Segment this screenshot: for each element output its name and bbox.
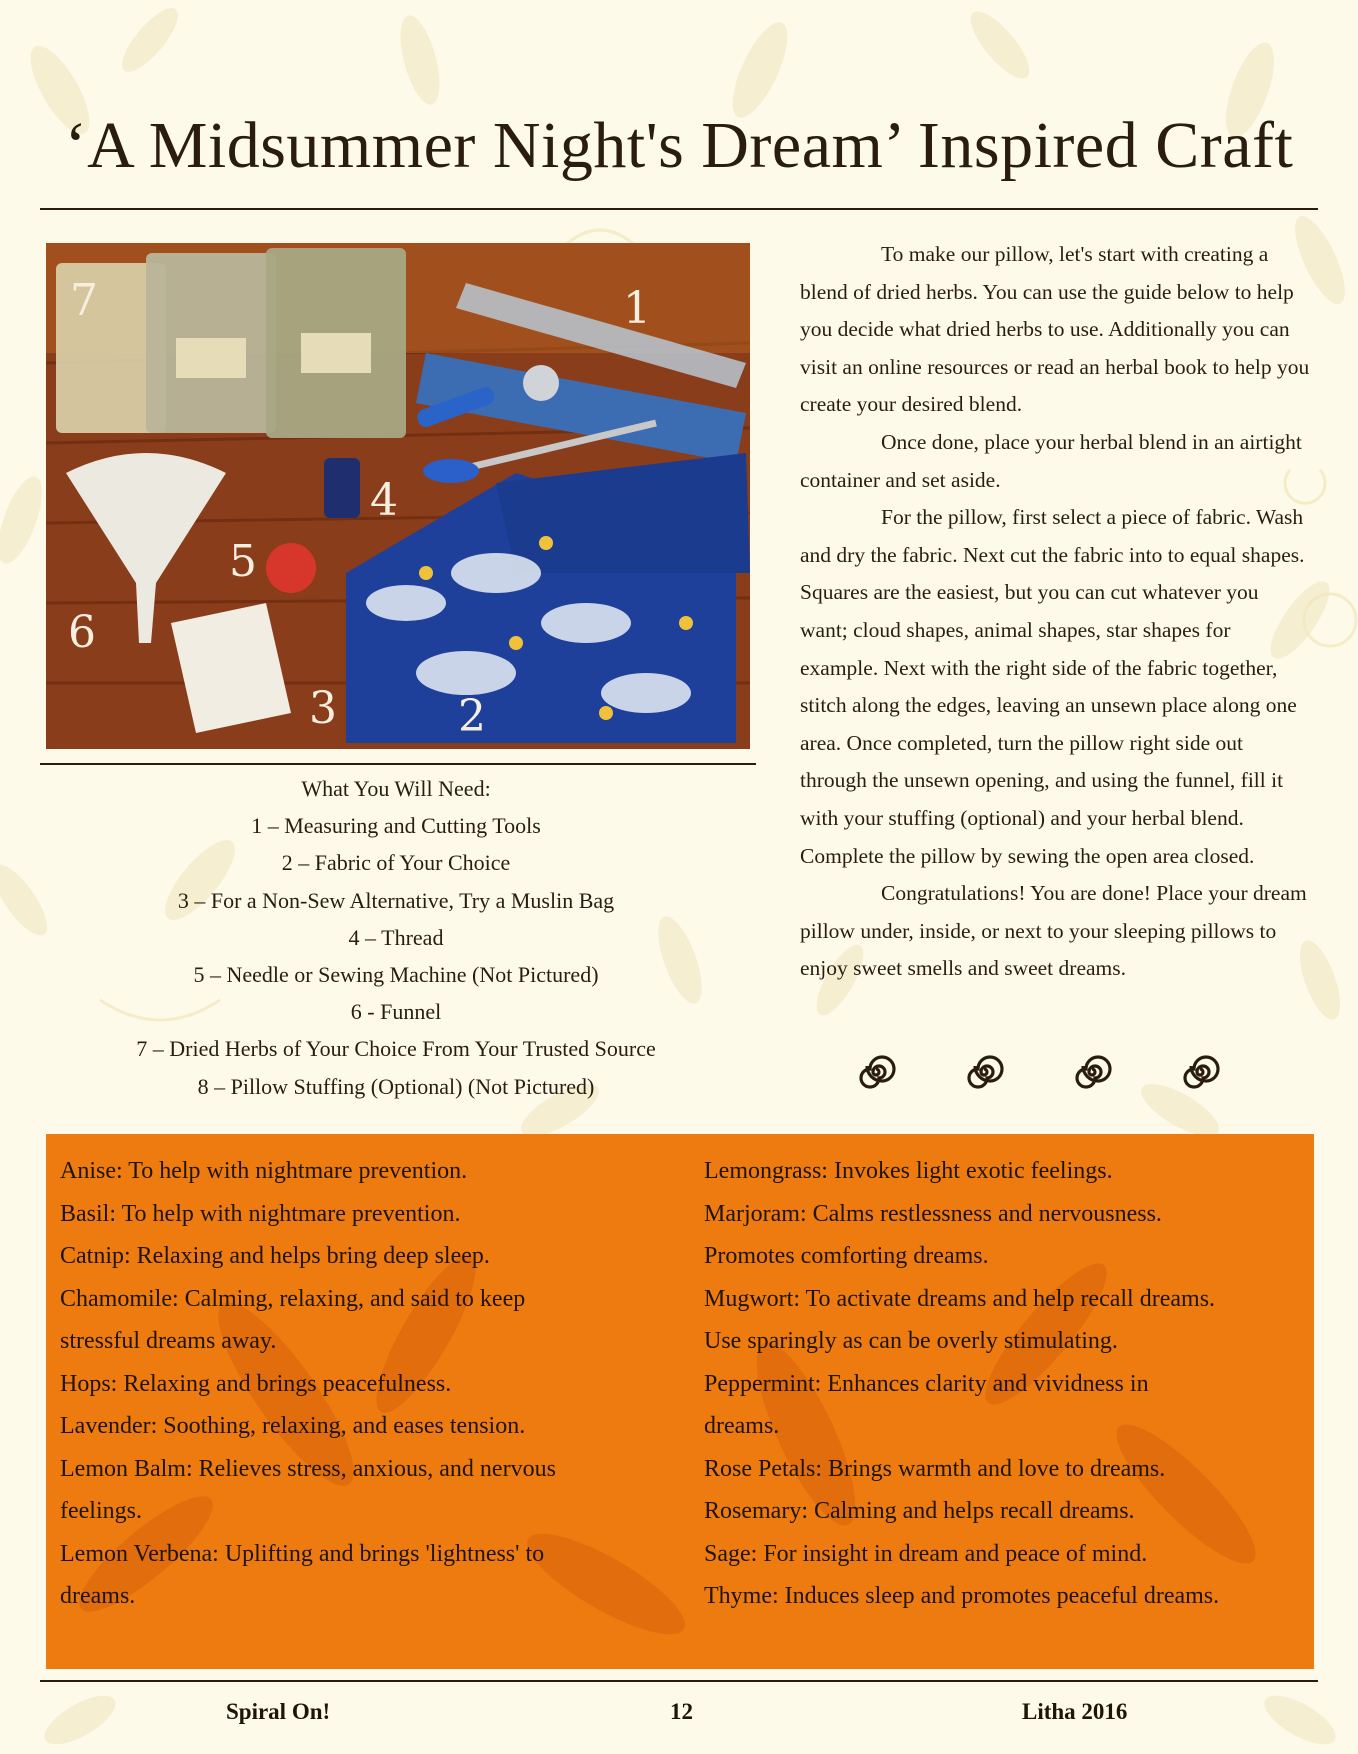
photo-label-4: 4	[370, 475, 398, 526]
supply-item: 6 - Funnel	[350, 999, 442, 1025]
supply-item: 4 – Thread	[348, 924, 444, 950]
footer-divider	[40, 1680, 1318, 1682]
spiral-icon	[1072, 1052, 1112, 1092]
supply-item: 1 – Measuring and Cutting Tools	[251, 813, 541, 839]
herb-entry: Catnip: Relaxing and helps bring deep sleep.	[60, 1243, 490, 1269]
herb-entry: Peppermint: Enhances clarity and vividness in	[704, 1370, 1149, 1397]
herb-entry: Basil: To help with nightmare prevention.	[60, 1200, 461, 1227]
herb-entry: feelings.	[60, 1498, 142, 1524]
photo-label-3: 3	[309, 683, 337, 734]
supply-item: 8 – Pillow Stuffing (Optional) (Not Pictured)	[197, 1073, 595, 1099]
herb-entry: dreams.	[704, 1413, 780, 1439]
herb-list-left	[60, 1150, 556, 1618]
herb-entry: dreams.	[60, 1583, 136, 1609]
photo-label-6: 6	[68, 607, 96, 658]
supply-item: 3 – For a Non-Sew Alternative, Try a Muslin Bag	[177, 887, 615, 913]
footer-magazine-name: Spiral On!	[226, 1699, 331, 1724]
instruction-paragraph: For the pillow, first select a piece of fabric. Wash and dry the fabric. Next cut the fabric into to equal shapes. Squares are the easiest, but you can cut whatever you want; cloud shapes, animal shapes, star shapes for example. Next with the right side of the fabric together, stitch along the edges, leaving an unsewn place along one area. Once completed, turn the pillow right side out through the unsewn opening, and using the funnel, fill it with your stuffing (optional) and your herbal blend. Complete the pillow by sewing the open area closed.	[800, 505, 1305, 868]
herb-guide-box	[46, 1134, 1314, 1669]
herb-entry: Sage: For insight in dream and peace of mind.	[704, 1540, 1148, 1567]
herb-entry: Marjoram: Calms restlessness and nervousness.	[704, 1200, 1162, 1227]
supply-item: 5 – Needle or Sewing Machine (Not Pictured)	[193, 962, 599, 988]
instruction-paragraph: To make our pillow, let's start with creating a blend of dried herbs. You can use the guide below to help you decide what dried herbs to use. Additionally you can visit an online resources or read an herbal book to help you create your desired blend.	[800, 242, 1310, 417]
herb-entry: Promotes comforting dreams.	[704, 1243, 989, 1269]
herb-entry: Hops: Relaxing and brings peacefulness.	[60, 1370, 452, 1397]
supplies-list	[46, 770, 746, 1105]
photo-divider	[40, 763, 756, 765]
spiral-ornaments	[848, 1052, 1248, 1094]
instructions-text	[800, 236, 1310, 988]
photo-label-2: 2	[458, 691, 486, 742]
herb-entry: Use sparingly as can be overly stimulating.	[704, 1328, 1118, 1354]
instruction-paragraph: Once done, place your herbal blend in an airtight container and set aside.	[800, 429, 1302, 492]
herb-entry: Lemon Verbena: Uplifting and brings 'lightness' to	[60, 1540, 545, 1567]
spiral-icon	[964, 1052, 1004, 1092]
herb-entry: Rosemary: Calming and helps recall dreams.	[704, 1498, 1135, 1524]
herb-entry: Lavender: Soothing, relaxing, and eases tension.	[60, 1413, 526, 1439]
herb-entry: Anise: To help with nightmare prevention.	[60, 1158, 468, 1184]
spiral-icon	[1180, 1052, 1220, 1092]
herb-list-right	[704, 1150, 1219, 1618]
herb-entry: stressful dreams away.	[60, 1328, 277, 1354]
herb-entry: Thyme: Induces sleep and promotes peaceful dreams.	[704, 1583, 1220, 1609]
photo-label-7: 7	[70, 275, 98, 326]
herb-entry: Lemongrass: Invokes light exotic feelings.	[704, 1158, 1113, 1184]
herb-entry: Lemon Balm: Relieves stress, anxious, and nervous	[60, 1455, 556, 1482]
herb-entry: Rose Petals: Brings warmth and love to dreams.	[704, 1455, 1166, 1482]
craft-supplies-photo	[46, 243, 750, 749]
photo-label-5: 5	[229, 536, 257, 587]
title-divider	[40, 208, 1318, 210]
supply-item: 2 – Fabric of Your Choice	[281, 850, 511, 876]
spiral-icon	[856, 1052, 896, 1092]
herb-entry: Mugwort: To activate dreams and help recall dreams.	[704, 1285, 1216, 1312]
page-number: 12	[670, 1699, 693, 1724]
page-title: ‘A Midsummer Night's Dream’ Inspired Craft	[64, 109, 1294, 182]
supply-item: 7 – Dried Herbs of Your Choice From Your Trusted Source	[136, 1036, 656, 1062]
footer-issue: Litha 2016	[1022, 1699, 1128, 1724]
instruction-paragraph: Congratulations! You are done! Place your dream pillow under, inside, or next to your sleeping pillows to enjoy sweet smells and sweet dreams.	[800, 881, 1307, 981]
herb-entry: Chamomile: Calming, relaxing, and said to keep	[60, 1285, 526, 1312]
supplies-heading: What You Will Need:	[301, 776, 491, 801]
photo-label-1: 1	[623, 283, 651, 334]
